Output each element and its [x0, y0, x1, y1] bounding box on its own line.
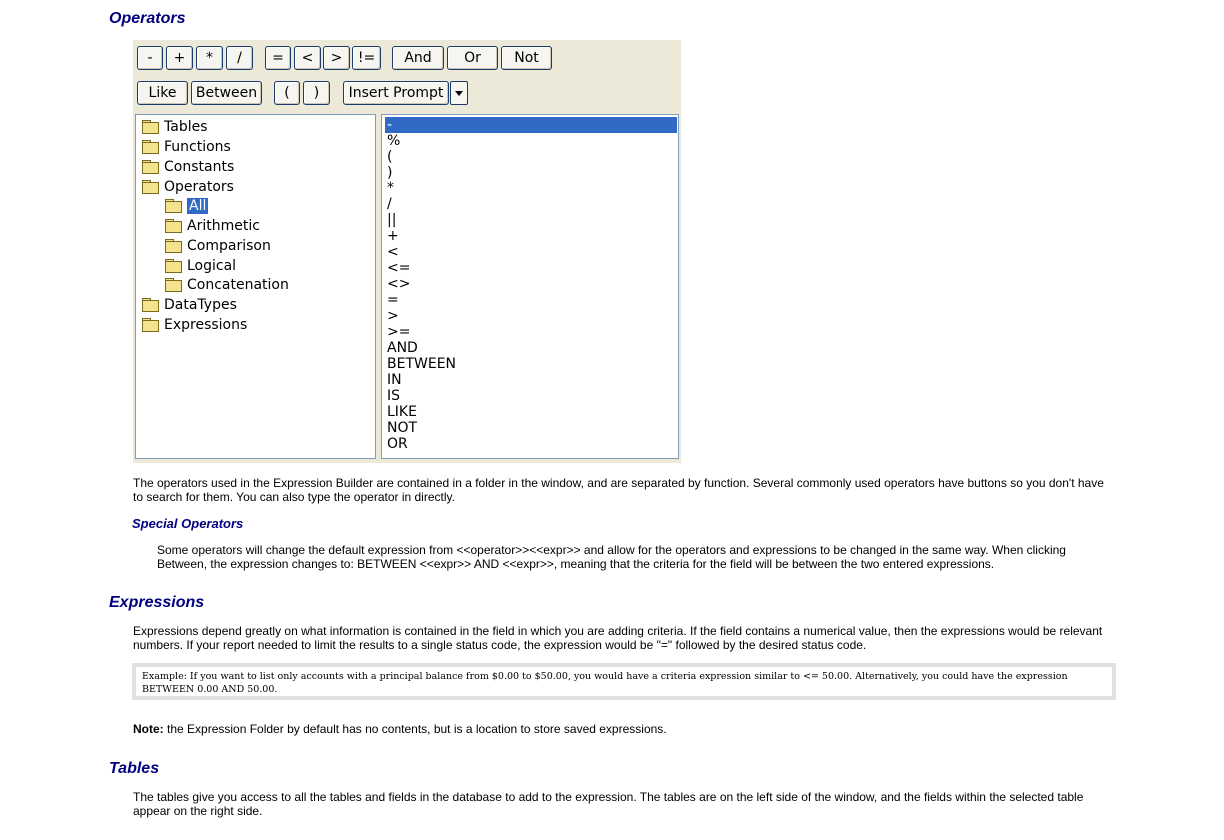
expressions-description: Expressions depend greatly on what information is contained in the field in which you are adding criteria. If the field contains a numerical value, then the expressions would be relevant numbers. If your report needed to limit the results to a single status code, the expression would be "=" followed by the desired status code. — [133, 624, 1103, 652]
not-equal-button[interactable]: != — [352, 46, 381, 70]
tree-item-functions[interactable]: Functions — [142, 138, 231, 156]
list-item[interactable]: % — [387, 133, 401, 149]
less-than-button[interactable]: < — [294, 46, 321, 70]
list-item[interactable]: > — [387, 308, 399, 324]
multiply-button[interactable]: * — [196, 46, 223, 70]
heading-expressions: Expressions — [109, 594, 205, 611]
folder-icon — [142, 140, 159, 153]
example-box — [132, 663, 1116, 700]
and-button[interactable]: And — [392, 46, 444, 70]
tree-item-operators[interactable]: Operators — [142, 178, 234, 196]
list-item[interactable]: LIKE — [387, 404, 417, 420]
expression-builder-panel — [133, 40, 681, 463]
list-item[interactable]: NOT — [387, 420, 418, 436]
list-item[interactable]: <> — [387, 276, 411, 292]
note-text: the Expression Folder by default has no contents, but is a location to store saved expressions. — [163, 722, 667, 736]
greater-than-button[interactable]: > — [323, 46, 350, 70]
list-item[interactable]: = — [387, 292, 399, 308]
operator-list[interactable] — [381, 114, 679, 459]
list-item[interactable]: <= — [387, 260, 411, 276]
tree-item-tables[interactable]: Tables — [142, 118, 208, 136]
insert-prompt-dropdown-button[interactable] — [450, 81, 468, 105]
tree-item-constants[interactable]: Constants — [142, 158, 234, 176]
chevron-down-icon — [455, 91, 463, 96]
list-item[interactable]: + — [387, 228, 399, 244]
tables-description: The tables give you access to all the tables and fields in the database to add to the expression. The tables are on the left side of the window, and the fields within the selected table appear on the right side. — [133, 790, 1084, 818]
list-item[interactable]: * — [387, 180, 394, 196]
divide-button[interactable]: / — [226, 46, 253, 70]
tree-item-arithmetic[interactable]: Arithmetic — [165, 217, 260, 235]
folder-icon — [142, 120, 159, 133]
list-item[interactable]: AND — [387, 340, 418, 356]
folder-icon — [142, 160, 159, 173]
selected-label: All — [189, 198, 207, 214]
tree-item-all[interactable] — [165, 197, 208, 215]
folder-open-icon — [165, 199, 182, 212]
folder-icon — [142, 298, 159, 311]
tree-item-comparison[interactable]: Comparison — [165, 237, 271, 255]
list-item[interactable]: / — [387, 196, 392, 212]
folder-open-icon — [142, 180, 159, 193]
not-button[interactable]: Not — [501, 46, 552, 70]
tree-item-expressions[interactable]: Expressions — [142, 316, 247, 334]
list-item[interactable]: BETWEEN — [387, 356, 457, 372]
folder-icon — [142, 318, 159, 331]
list-item[interactable]: ) — [387, 165, 393, 181]
close-paren-button[interactable]: ) — [303, 81, 330, 105]
folder-icon — [165, 259, 182, 272]
list-item[interactable]: >= — [387, 324, 411, 340]
like-button[interactable]: Like — [137, 81, 188, 105]
heading-special-operators: Special Operators — [132, 516, 244, 531]
folder-icon — [165, 219, 182, 232]
heading-operators: Operators — [109, 10, 186, 27]
special-operators-description: Some operators will change the default expression from <<operator>><<expr>> and allow for the operators and expressions to be changed in the same way. When clicking Between, the expression changes to: BETWEEN <<expr>> AND <<expr>>, meaning that the criteria for the field will be between the two entered expressions. — [157, 543, 1066, 571]
list-item[interactable]: IS — [387, 388, 401, 404]
minus-button[interactable]: - — [137, 46, 163, 70]
tree-item-datatypes[interactable]: DataTypes — [142, 296, 237, 314]
list-item[interactable]: IN — [387, 372, 402, 388]
note-label: Note: — [133, 722, 164, 736]
tree-item-logical[interactable]: Logical — [165, 257, 236, 275]
operators-description: The operators used in the Expression Builder are contained in a folder in the window, and are separated by function. Several commonly used operators have buttons so you don't have to search for them. You can also type the operator in directly. — [133, 476, 1104, 504]
folder-icon — [165, 278, 182, 291]
list-item[interactable]: || — [387, 212, 397, 228]
plus-button[interactable]: + — [166, 46, 193, 70]
list-item[interactable]: - — [385, 117, 677, 133]
category-tree[interactable] — [135, 114, 376, 459]
heading-tables: Tables — [109, 760, 160, 777]
note-paragraph — [133, 723, 1108, 737]
between-button[interactable]: Between — [191, 81, 262, 105]
list-item[interactable]: < — [387, 244, 399, 260]
list-item[interactable]: ( — [387, 149, 393, 165]
list-item[interactable]: OR — [387, 436, 408, 452]
insert-prompt-button[interactable]: Insert Prompt — [343, 81, 449, 105]
folder-icon — [165, 239, 182, 252]
equals-button[interactable]: = — [265, 46, 291, 70]
open-paren-button[interactable]: ( — [274, 81, 300, 105]
example-text: Example: If you want to list only accounts with a principal balance from $0.00 to $50.00, you would have a criteria expression similar to <= 50.00. Alternatively, you could have the expression BETWEEN 0.00 AND 50.00. — [142, 671, 1068, 695]
or-button[interactable]: Or — [447, 46, 498, 70]
tree-item-concatenation[interactable]: Concatenation — [165, 276, 289, 294]
